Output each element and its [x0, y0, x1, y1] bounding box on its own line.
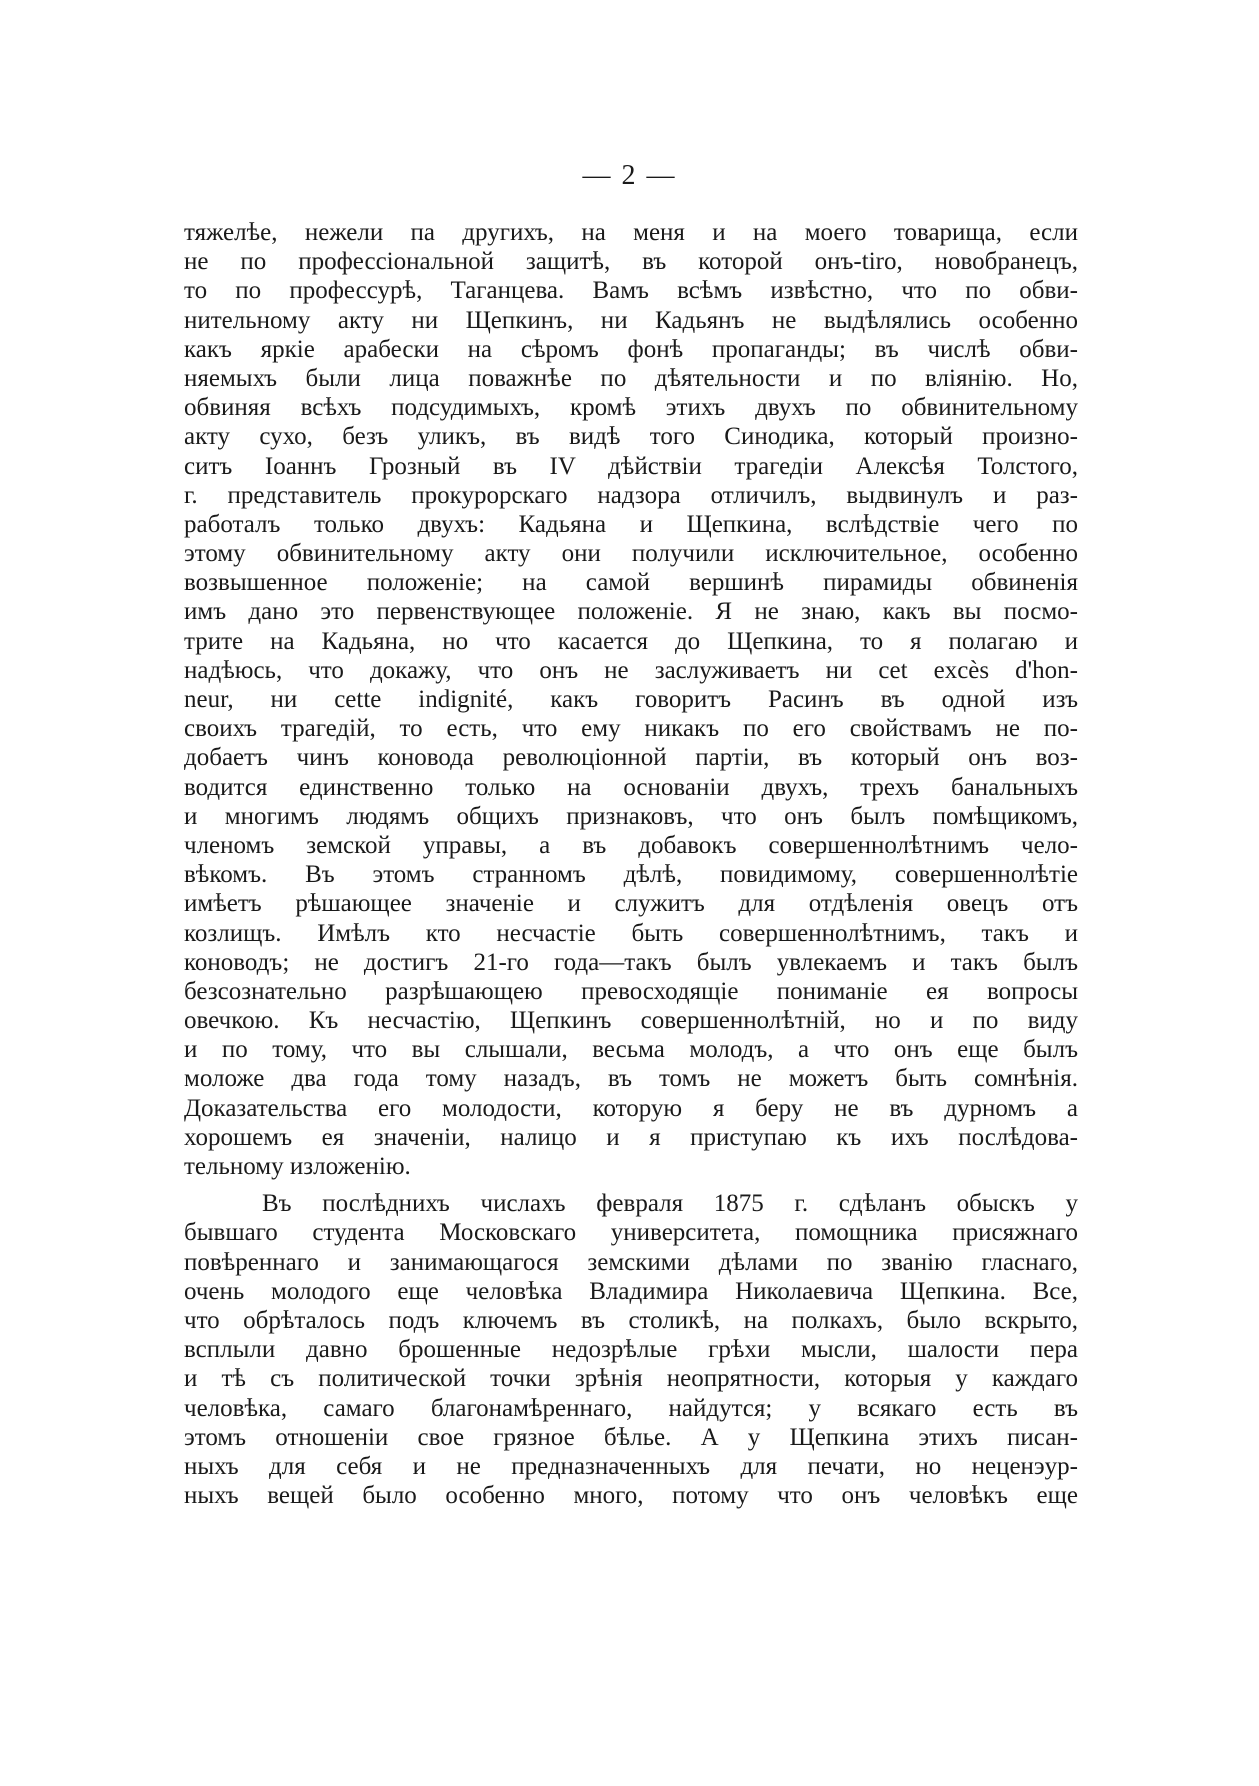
text-line: тельному изложенію.: [184, 1153, 411, 1180]
text-line: трите на Кадьяна, но что касается до Щепкина, то я полагаю и: [184, 627, 1078, 655]
text-line: тяжелѣе, нежели па другихъ, на меня и на моего товарища, если: [184, 219, 1078, 246]
text-line: и тѣ съ политической точки зрѣнія неопрятности, которыя у каждаго: [184, 1365, 1078, 1393]
text-line: овечкою. Къ несчастію, Щепкинъ совершеннолѣтній, но и по виду: [184, 1007, 1078, 1035]
page-number: — 2 —: [582, 160, 677, 191]
text-line: neur, ни cette indignité, какъ говоритъ Расинъ въ одной изъ: [184, 686, 1078, 713]
text-line: надѣюсь, что докажу, что онъ не заслуживаетъ ни cet excès d'hon-: [184, 656, 1078, 684]
text-line: Доказательства его молодости, которую я беру не въ дурномъ а: [184, 1094, 1078, 1122]
text-line: Въ послѣднихъ числахъ февраля 1875 г. сдѣланъ обыскъ у: [262, 1190, 1078, 1218]
text-line: этому обвинительному акту они получили исключительное, особенно: [184, 540, 1078, 568]
text-line: ныхъ вещей было особенно много, потому что онъ человѣкъ еще: [184, 1482, 1078, 1510]
text-line: коноводъ; не достигъ 21-го года—такъ былъ увлекаемъ и такъ былъ: [184, 948, 1078, 976]
text-line: нительному акту ни Щепкинъ, ни Кадьянъ не выдѣлялись особенно: [184, 306, 1078, 334]
text-line: хорошемъ ея значеніи, налицо и я приступаю къ ихъ послѣдова-: [184, 1123, 1078, 1151]
text-line: членомъ земской управы, а въ добавокъ совершеннолѣтнимъ чело-: [184, 831, 1078, 859]
text-line: что обрѣталось подъ ключемъ въ столикѣ, на полкахъ, было вскрыто,: [184, 1306, 1078, 1334]
text-line: и по тому, что вы слышали, весьма молодъ, а что онъ еще былъ: [184, 1036, 1078, 1064]
text-line: бывшаго студента Московскаго университета, помощника присяжнаго: [184, 1219, 1078, 1247]
text-line: человѣка, самаго благонамѣреннаго, найдутся; у всякаго есть въ: [184, 1394, 1078, 1422]
text-line: то по профессурѣ, Таганцева. Вамъ всѣмъ извѣстно, что по обви-: [184, 277, 1078, 305]
text-line: вѣкомъ. Въ этомъ странномъ дѣлѣ, повидимому, совершеннолѣтіе: [184, 861, 1078, 889]
text-line: няемыхъ были лица поважнѣе по дѣятельности и по вліянію. Но,: [184, 364, 1078, 392]
text-line: обвиняя всѣхъ подсудимыхъ, кромѣ этихъ двухъ по обвинительному: [184, 394, 1078, 422]
body-text: [184, 218, 1078, 1510]
text-line: козлищъ. Имѣлъ кто несчастіе быть совершеннолѣтнимъ, такъ и: [184, 919, 1078, 947]
text-line: работалъ только двухъ: Кадьяна и Щепкина, вслѣдствіе чего по: [184, 510, 1078, 538]
text-line: не по профессіональной защитѣ, въ которой онъ-tiro, новобранецъ,: [184, 248, 1078, 276]
paragraph-1: [184, 218, 1078, 1181]
text-line: добаетъ чинъ коновода революціонной партіи, въ который онъ воз-: [184, 744, 1078, 772]
text-line: какъ яркіе арабески на сѣромъ фонѣ пропаганды; въ числѣ обви-: [184, 335, 1078, 363]
text-line: этомъ отношеніи свое грязное бѣлье. А у Щепкина этихъ писан-: [184, 1423, 1078, 1451]
text-line: своихъ трагедій, то есть, что ему никакъ по его свойствамъ не по-: [184, 715, 1078, 743]
text-line: имъ дано это первенствующее положеніе. Я не знаю, какъ вы посмо-: [184, 598, 1078, 626]
text-line: безсознательно разрѣшающею превосходящіе пониманіе ея вопросы: [184, 977, 1078, 1005]
text-line: ситъ Іоаннъ Грозный въ IV дѣйствіи трагедіи Алексѣя Толстого,: [184, 452, 1078, 480]
text-line: акту сухо, безъ уликъ, въ видѣ того Синодика, который произно-: [184, 423, 1078, 451]
text-line: очень молодого еще человѣка Владимира Николаевича Щепкина. Все,: [184, 1277, 1078, 1305]
text-line: повѣреннаго и занимающагося земскими дѣлами по званію гласнаго,: [184, 1248, 1078, 1276]
text-line: моложе два года тому назадъ, въ томъ не можетъ быть сомнѣнія.: [184, 1065, 1078, 1093]
text-line: г. представитель прокурорскаго надзора отличилъ, выдвинулъ и раз-: [184, 481, 1078, 509]
text-line: водится единственно только на основаніи двухъ, трехъ банальныхъ: [184, 773, 1078, 801]
text-line: ныхъ для себя и не предназначенныхъ для печати, но неценэур-: [184, 1452, 1078, 1480]
text-line: всплыли давно брошенные недозрѣлые грѣхи мысли, шалости пера: [184, 1336, 1078, 1364]
text-line: и многимъ людямъ общихъ признаковъ, что онъ былъ помѣщикомъ,: [184, 802, 1078, 830]
text-line: возвышенное положеніе; на самой вершинѣ пирамиды обвиненія: [184, 569, 1078, 597]
paragraph-2: [184, 1189, 1078, 1510]
text-line: имѣетъ рѣшающее значеніе и служитъ для отдѣленія овецъ отъ: [184, 890, 1078, 918]
